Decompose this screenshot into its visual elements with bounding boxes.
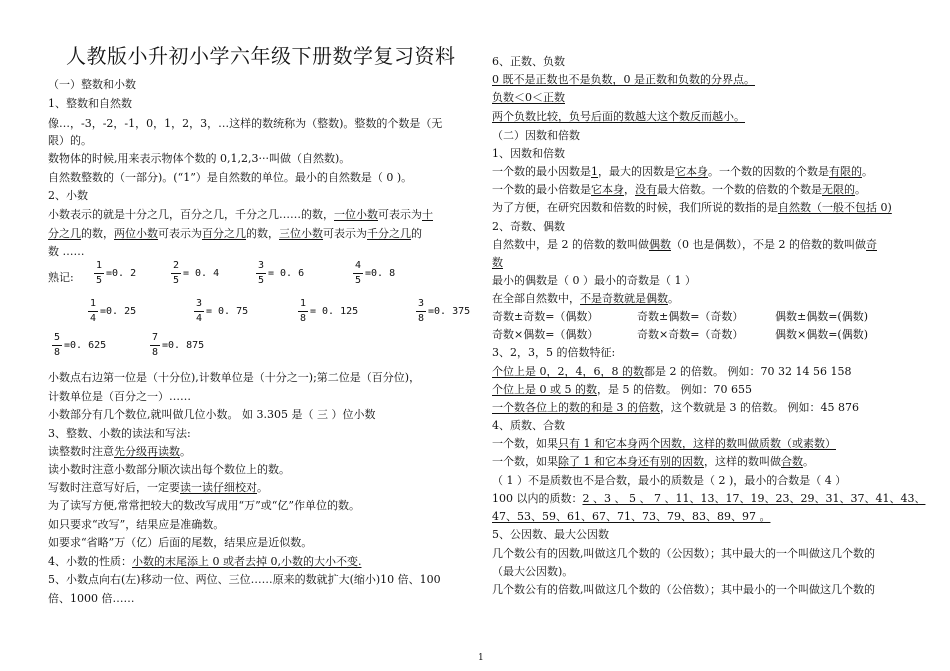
subsection-heading: 1、整数和自然数 bbox=[48, 97, 132, 110]
text-line: 如只要求“改写”，结果应是准确数。 bbox=[48, 518, 225, 531]
underlined-text: 百分之几 bbox=[202, 227, 246, 240]
text-line: 像…，-3，-2，-1，0，1，2，3，…这样的数统称为（整数)。整数的个数是（无 bbox=[48, 117, 443, 130]
text-line bbox=[492, 401, 859, 414]
numerator: 1 bbox=[89, 298, 97, 309]
fraction bbox=[94, 260, 137, 287]
fraction-bar bbox=[52, 345, 62, 346]
text-line: 数 …… bbox=[48, 245, 85, 258]
text-line bbox=[492, 437, 836, 450]
text-line: 小数部分有几个数位,就叫做几位小数。 如 3.305 是（ 三 ）位小数 bbox=[48, 408, 376, 421]
text-span: 读整数时注意 bbox=[48, 445, 114, 458]
section-heading: （二）因数和倍数 bbox=[492, 129, 580, 142]
fraction-bar bbox=[256, 273, 266, 274]
underlined-text: 小数的末尾添上 0 或者去掉 0,小数的大小不变. bbox=[132, 555, 362, 568]
section-heading: （一）整数和小数 bbox=[48, 78, 136, 91]
underlined-text: 47、53、59、61、67、71、73、79、83、89、97 。 bbox=[492, 510, 771, 523]
fraction-bar bbox=[94, 273, 104, 274]
text-line: 最小的偶数是（ 0 ）最小的奇数是（ 1 ） bbox=[492, 274, 696, 287]
text-line: 如要求“省略”万（亿）后面的尾数，结果应是近似数。 bbox=[48, 536, 313, 549]
fraction-bar bbox=[353, 273, 363, 274]
underlined-text: 一个数各位上的数的和是 3 的倍数 bbox=[492, 401, 660, 414]
underlined-text: 十 bbox=[422, 208, 433, 221]
text-line bbox=[492, 201, 892, 214]
underlined-text: 不是奇数就是偶数 bbox=[580, 292, 668, 305]
text-line: 数物体的时候,用来表示物体个数的 0,1,2,3···叫做（自然数)。 bbox=[48, 152, 351, 165]
text-line bbox=[492, 183, 866, 196]
underlined-text: 它本身 bbox=[675, 165, 708, 178]
fraction bbox=[194, 298, 249, 325]
text-line: 自然数整数的（一部分)。(“1”）是自然数的单位。最小的自然数是（ 0 )。 bbox=[48, 171, 413, 184]
text-span: ，最大的因数是 bbox=[598, 165, 675, 178]
text-span: 的数， bbox=[246, 227, 279, 240]
text-span: 在全部自然数中， bbox=[492, 292, 580, 305]
page-number: 1 bbox=[478, 653, 484, 663]
text-line bbox=[48, 445, 191, 458]
fraction bbox=[256, 260, 305, 287]
text-span: 自然数中，是 2 的倍数的数叫做 bbox=[492, 238, 649, 251]
decimal-value: = 0. 75 bbox=[206, 306, 249, 317]
text-span: 。 bbox=[855, 183, 866, 196]
text-span: ，这个数就是 3 的倍数。 例如：45 876 bbox=[660, 401, 859, 414]
decimal-value: =0. 2 bbox=[106, 268, 137, 279]
underlined-text: 个位上是 0，2，4，6，8 的数 bbox=[492, 365, 644, 378]
underlined-text: 三位小数 bbox=[279, 227, 323, 240]
text-span: ，这样的数叫做 bbox=[704, 455, 781, 468]
decimal-value: = 0. 6 bbox=[268, 268, 305, 279]
numerator: 7 bbox=[151, 332, 159, 343]
decimal-value: =0. 8 bbox=[365, 268, 396, 279]
text-line: 计数单位是（百分之一）…… bbox=[48, 390, 191, 403]
fraction bbox=[88, 298, 137, 325]
underlined-text: 除了 1 和它本身还有别的因数 bbox=[558, 455, 704, 468]
underlined-text: 千分之几 bbox=[367, 227, 411, 240]
text-line bbox=[492, 492, 925, 505]
text-span: 为了方便，在研究因数和倍数的时候，我们所说的数指的是 bbox=[492, 201, 778, 214]
denominator: 8 bbox=[151, 347, 159, 358]
underlined-text: 自然数（一般不包括 0) bbox=[778, 201, 892, 214]
text-span: 可表示为 bbox=[323, 227, 367, 240]
underlined-text: 负数＜0＜正数 bbox=[492, 91, 565, 104]
underlined-text: 两个负数比较，负号后面的数越大这个数反而越小。 bbox=[492, 110, 745, 123]
underlined-text: 偶数 bbox=[649, 238, 671, 251]
underlined-text: 奇 bbox=[866, 238, 877, 251]
denominator: 5 bbox=[257, 275, 265, 286]
fraction bbox=[416, 298, 471, 325]
fraction-bar bbox=[88, 311, 98, 312]
denominator: 8 bbox=[53, 347, 61, 358]
parity-rule: 奇数±偶数=（奇数） bbox=[637, 310, 744, 323]
underlined-text: 一位小数 bbox=[334, 208, 378, 221]
text-span: 最大倍数。一个数的倍数的个数是 bbox=[657, 183, 822, 196]
text-span: 。 bbox=[862, 165, 873, 178]
text-span: 小数表示的就是十分之几，百分之几，千分之几……的数， bbox=[48, 208, 334, 221]
text-span: ， bbox=[624, 183, 635, 196]
parity-rule: 偶数×偶数=(偶数) bbox=[775, 328, 869, 341]
text-line bbox=[492, 238, 877, 251]
denominator: 4 bbox=[195, 313, 203, 324]
text-span: 都是 2 的倍数。 例如：70 32 14 56 158 bbox=[644, 365, 852, 378]
fraction-bar bbox=[171, 273, 181, 274]
subsection-heading: 2、小数 bbox=[48, 189, 88, 202]
subsection-heading: 4、质数、合数 bbox=[492, 419, 565, 432]
fraction bbox=[150, 332, 205, 359]
underlined-text: 分之几 bbox=[48, 227, 81, 240]
text-span: 。 bbox=[257, 481, 268, 494]
text-span: 一个数的最小倍数是 bbox=[492, 183, 591, 196]
underlined-text: 1 bbox=[591, 165, 598, 178]
underlined-text: 读一读仔细校对 bbox=[180, 481, 257, 494]
text-line bbox=[492, 365, 851, 378]
underlined-text: 2 、3 、 5 、 7 、11、13、17、19、23、29、31、37、41、43、 bbox=[582, 492, 926, 505]
underlined-text: 有限的 bbox=[829, 165, 862, 178]
subsection-heading: 1、因数和倍数 bbox=[492, 147, 565, 160]
text-line bbox=[492, 165, 873, 178]
denominator: 8 bbox=[417, 313, 425, 324]
text-line: 几个数公有的因数,叫做这几个数的（公因数）；其中最大的一个叫做这几个数的 bbox=[492, 547, 875, 560]
text-span: 4、小数的性质： bbox=[48, 555, 132, 568]
text-line: 为了读写方便,常常把较大的数改写成用“万”或“亿”作单位的数。 bbox=[48, 499, 360, 512]
text-line bbox=[492, 455, 814, 468]
denominator: 5 bbox=[172, 275, 180, 286]
memo-label: 熟记: bbox=[48, 271, 74, 284]
decimal-value: =0. 25 bbox=[100, 306, 137, 317]
underlined-text: 先分级再读数 bbox=[114, 445, 180, 458]
fraction-bar bbox=[150, 345, 160, 346]
text-span: 。一个数的因数的个数是 bbox=[708, 165, 829, 178]
text-span: ，是 5 的倍数。 例如：70 655 bbox=[596, 383, 752, 396]
text-line bbox=[48, 208, 433, 221]
text-span: 。 bbox=[803, 455, 814, 468]
text-span: 100 以内的质数： bbox=[492, 492, 583, 505]
fraction-bar bbox=[194, 311, 204, 312]
subsection-heading: 3、2，3，5 的倍数特征: bbox=[492, 346, 616, 359]
text-span: 的 bbox=[411, 227, 422, 240]
fraction bbox=[171, 260, 220, 287]
numerator: 1 bbox=[299, 298, 307, 309]
parity-rule: 奇数×奇数=（奇数） bbox=[637, 328, 744, 341]
subsection-heading: 6、正数、负数 bbox=[492, 55, 565, 68]
underlined-text: 数 bbox=[492, 256, 503, 269]
underlined-text: 个位上是 0 或 5 的数 bbox=[492, 383, 597, 396]
text-span: 一个数，如果 bbox=[492, 437, 558, 450]
text-line: 限）的。 bbox=[48, 134, 92, 147]
numerator: 3 bbox=[257, 260, 265, 271]
text-line bbox=[492, 292, 679, 305]
numerator: 3 bbox=[195, 298, 203, 309]
underlined-text: 两位小数 bbox=[114, 227, 158, 240]
text-line bbox=[48, 227, 422, 240]
fraction bbox=[353, 260, 396, 287]
text-span: 。 bbox=[668, 292, 679, 305]
subsection-heading: 5、公因数、最大公因数 bbox=[492, 528, 609, 541]
text-line: 读小数时注意小数部分顺次读出每个数位上的数。 bbox=[48, 463, 290, 476]
fraction-bar bbox=[298, 311, 308, 312]
decimal-value: =0. 375 bbox=[428, 306, 471, 317]
document-title: 人教版小升初小学六年级下册数学复习资料 bbox=[66, 44, 456, 68]
text-line bbox=[48, 481, 268, 494]
text-line: 倍、1000 倍…… bbox=[48, 592, 135, 605]
text-line: 小数点右边第一位是（十分位),计数单位是（十分之一);第二位是（百分位)， bbox=[48, 371, 421, 384]
underlined-text: 它本身 bbox=[591, 183, 624, 196]
underlined-text: 无限的 bbox=[822, 183, 855, 196]
fraction bbox=[298, 298, 359, 325]
text-span: 可表示为 bbox=[158, 227, 202, 240]
text-span: 可表示为 bbox=[378, 208, 422, 221]
text-span: 一个数，如果 bbox=[492, 455, 558, 468]
decimal-value: = 0. 125 bbox=[310, 306, 359, 317]
decimal-value: = 0. 4 bbox=[183, 268, 220, 279]
text-line bbox=[492, 383, 752, 396]
denominator: 8 bbox=[299, 313, 307, 324]
denominator: 5 bbox=[95, 275, 103, 286]
numerator: 1 bbox=[95, 260, 103, 271]
text-span: （0 也是偶数），不是 2 的倍数的数叫做 bbox=[671, 238, 866, 251]
underlined-text: 只有 1 和它本身两个因数，这样的数叫做质数（或素数） bbox=[558, 437, 836, 450]
fraction-bar bbox=[416, 311, 426, 312]
subsection-heading: 3、整数、小数的读法和写法: bbox=[48, 427, 191, 440]
text-line: （最大公因数)。 bbox=[492, 565, 574, 578]
denominator: 4 bbox=[89, 313, 97, 324]
parity-rule: 偶数±偶数=(偶数) bbox=[775, 310, 869, 323]
decimal-value: =0. 875 bbox=[162, 340, 205, 351]
text-line: 几个数公有的倍数,叫做这几个数的（公倍数）；其中最小的一个叫做这几个数的 bbox=[492, 583, 875, 596]
numerator: 5 bbox=[53, 332, 61, 343]
text-line bbox=[48, 555, 361, 568]
decimal-value: =0. 625 bbox=[64, 340, 107, 351]
numerator: 2 bbox=[172, 260, 180, 271]
text-line: 5、小数点向右(左)移动一位、两位、三位……原来的数就扩大(缩小)10 倍、100 bbox=[48, 573, 441, 586]
denominator: 5 bbox=[354, 275, 362, 286]
text-span: 写数时注意写好后，一定要 bbox=[48, 481, 180, 494]
numerator: 3 bbox=[417, 298, 425, 309]
underlined-text: 没有 bbox=[635, 183, 657, 196]
fraction bbox=[52, 332, 107, 359]
text-line: （ 1 ）不是质数也不是合数，最小的质数是（ 2 )，最小的合数是（ 4 ） bbox=[492, 474, 847, 487]
numerator: 4 bbox=[354, 260, 362, 271]
text-span: 的数， bbox=[81, 227, 114, 240]
underlined-text: 合数 bbox=[781, 455, 803, 468]
parity-rule: 奇数±奇数=（偶数） bbox=[492, 310, 599, 323]
parity-rule: 奇数×偶数=（偶数） bbox=[492, 328, 599, 341]
text-span: 。 bbox=[180, 445, 191, 458]
text-span: 一个数的最小因数是 bbox=[492, 165, 591, 178]
subsection-heading: 2、奇数、偶数 bbox=[492, 220, 565, 233]
underlined-text: 0 既不是正数也不是负数，0 是正数和负数的分界点。 bbox=[492, 73, 755, 86]
